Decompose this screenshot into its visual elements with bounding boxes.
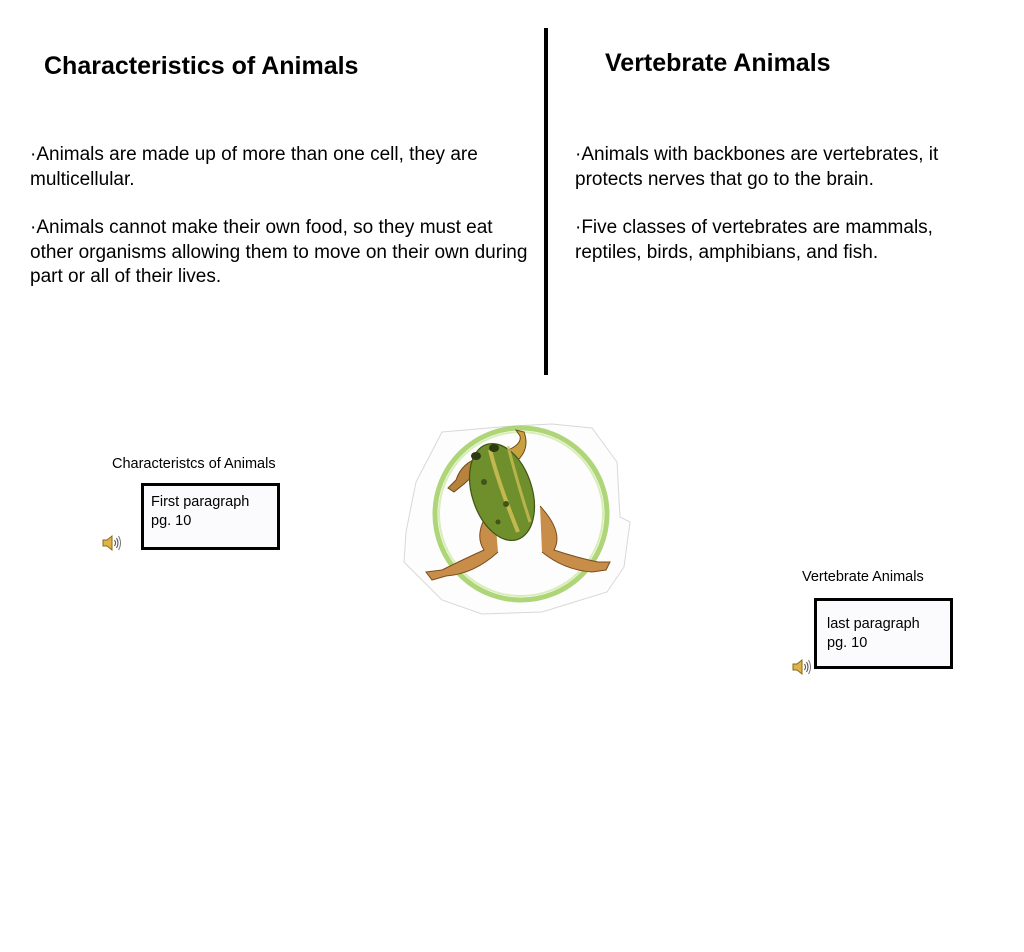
right-panel-title: Vertebrate Animals <box>605 49 831 77</box>
reference-box-left <box>141 483 280 550</box>
reference-line-1: last paragraph <box>827 616 920 632</box>
left-panel-body <box>30 143 540 314</box>
left-paragraph-1: ·Animals are made up of more than one cell, they are multicellular. <box>30 144 478 190</box>
left-panel-title: Characteristics of Animals <box>44 52 359 80</box>
left-paragraph-2: ·Animals cannot make their own food, so they must eat other organisms allowing them to move on their own during part or all of their lives. <box>30 217 528 287</box>
frog-illustration <box>402 422 634 618</box>
right-paragraph-1: ·Animals with backbones are vertebrates, it protects nerves that go to the brain. <box>575 144 939 190</box>
reference-line-2: pg. 10 <box>827 635 868 651</box>
right-paragraph-2: ·Five classes of vertebrates are mammals, reptiles, birds, amphibians, and fish. <box>575 217 933 263</box>
frog-icon <box>402 422 634 618</box>
audio-caption-left: Characteristcs of Animals <box>112 456 276 472</box>
reference-box-right <box>814 598 953 669</box>
speaker-icon[interactable] <box>791 657 813 677</box>
reference-line-2: pg. 10 <box>151 513 192 529</box>
right-panel-body <box>575 143 995 289</box>
reference-line-1: First paragraph <box>151 494 250 510</box>
audio-caption-right: Vertebrate Animals <box>802 569 924 585</box>
speaker-icon[interactable] <box>101 533 123 553</box>
column-divider <box>544 28 548 375</box>
